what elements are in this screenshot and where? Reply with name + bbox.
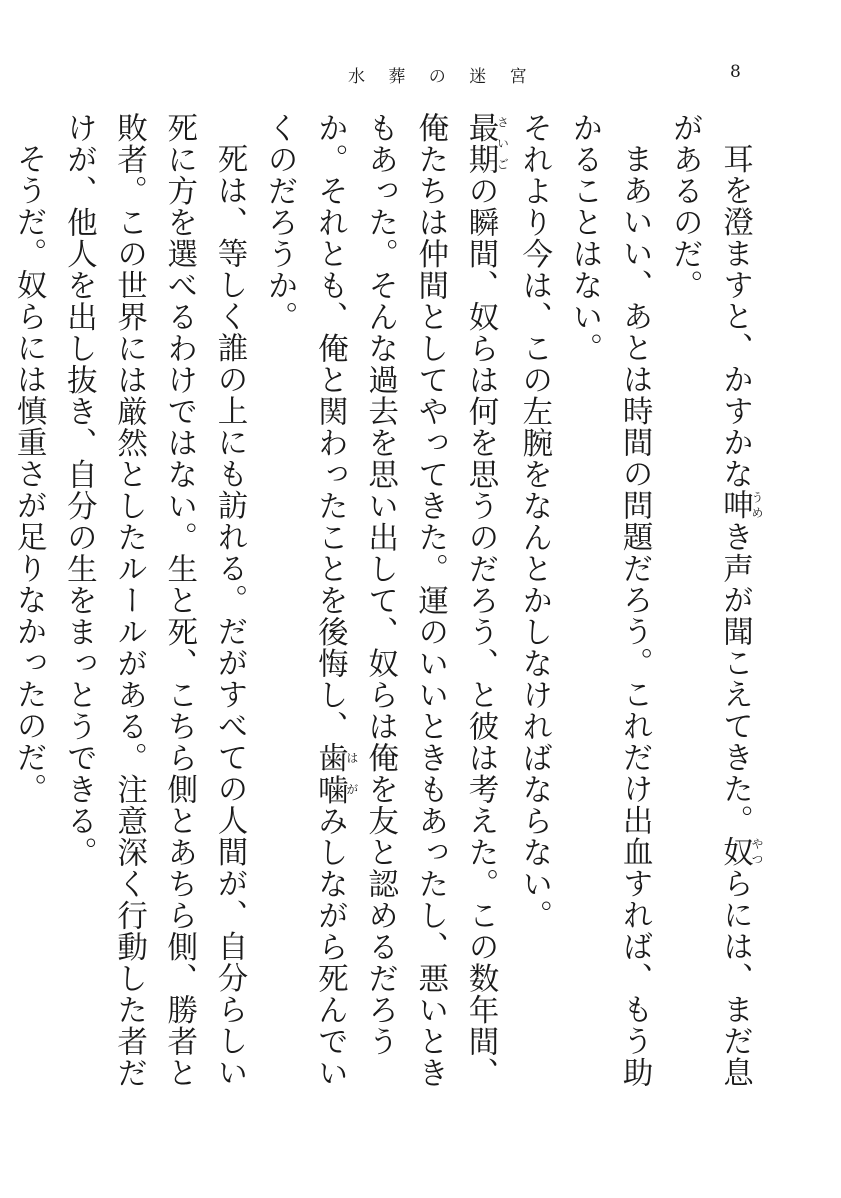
page-number: 8: [730, 62, 741, 82]
paragraph: [254, 112, 509, 1112]
text-run: まあいい、あとは時間の問題だろう。これだけ出血すれば、もう助かることはない。: [566, 112, 653, 1088]
ruby-word: [717, 489, 764, 521]
text-run: の瞬間、奴らは何を思うのだろう、と彼は考えた。この数年間、俺たちは仲間としてやってきた。運のいいときもあったし、悪いときもあった。そんな過去を思い出して、奴らは俺を友と認めるだろうか。それとも、俺と関わったことを後悔し、: [312, 112, 498, 1089]
running-header: [0, 62, 841, 86]
ruby-reading: やつ: [750, 835, 764, 867]
text-run: 死は、等しく誰の上にも訪れる。だがすべての人間が、自分らしい死に方を選べるわけではない。生と死、こちら側とあちら側、勝者と敗者。この世界には厳然としたルールがある。注意深く行動した者だけが、他人を出し抜き、自分の生をまっとうできる。: [61, 112, 247, 1089]
ruby-base: 呻: [717, 489, 753, 521]
ruby-word: [717, 835, 764, 868]
ruby-base: 噛: [312, 773, 348, 805]
paragraph: [559, 112, 659, 1112]
body-text: [11, 112, 764, 1112]
ruby-reading: うめ: [750, 489, 764, 521]
text-run: そうだ。奴らには慎重さが足りなかったのだ。: [11, 142, 47, 804]
paragraph: [53, 112, 254, 1112]
text-run: それより今は、この左腕をなんとかしなければならない。: [516, 112, 552, 931]
paragraph: [0, 112, 3, 1112]
ruby-reading: さいご: [495, 112, 510, 175]
text-run: みしながら死んでいくのだろうか。: [262, 112, 348, 1089]
ruby-reading: は: [344, 742, 359, 774]
book-title: 水 葬 の 迷 宮: [348, 67, 536, 87]
text-run: き声が聞こえてきた。: [717, 520, 753, 836]
ruby-word: [312, 742, 359, 774]
ruby-base: 歯: [312, 742, 348, 774]
ruby-word: [462, 112, 510, 175]
ruby-word: [312, 773, 359, 806]
ruby-reading: が: [344, 773, 359, 805]
ruby-base: 奴: [717, 835, 753, 867]
paragraph: [3, 112, 53, 1112]
text-run: 耳を澄ますと、かすかな: [717, 142, 753, 489]
text-run: らには、まだ息があるのだ。: [667, 112, 753, 1088]
ruby-base: 最期: [462, 112, 498, 175]
paragraph: [659, 112, 763, 1112]
paragraph: [508, 112, 558, 1112]
